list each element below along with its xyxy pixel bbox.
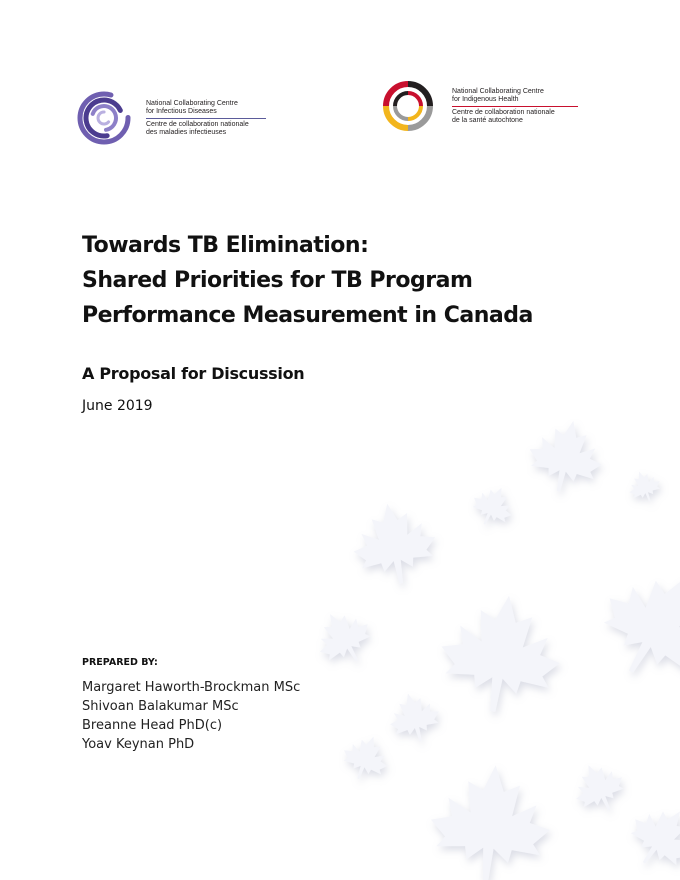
maple-leaf-icon <box>383 687 445 748</box>
title-line-2: Shared Priorities for TB Program <box>82 268 473 293</box>
logo-right-line3: Centre de collaboration nationale <box>452 108 555 116</box>
author-name: Yoav Keynan PhD <box>82 737 195 752</box>
logo-left-line3: Centre de collaboration nationale <box>146 120 249 128</box>
nccih-circle-logo-icon <box>382 80 434 132</box>
logo-right-line4: de la santé autochtone <box>452 116 523 124</box>
maple-leaf-icon <box>618 793 680 880</box>
nccih-logo <box>382 80 578 132</box>
maple-leaf-icon <box>346 496 442 590</box>
author-list <box>82 678 300 754</box>
title-line-1: Towards TB Elimination: <box>82 233 369 258</box>
logo-left-line4: des maladies infectieuses <box>146 128 227 136</box>
nccid-swirl-logo-icon <box>76 90 132 146</box>
maple-leaf-icon <box>434 587 569 720</box>
document-subtitle: A Proposal for Discussion <box>82 364 305 383</box>
prepared-by-label: PREPARED BY: <box>82 657 158 668</box>
author-name: Breanne Head PhD(c) <box>82 718 223 733</box>
maple-leaf-icon <box>337 729 396 787</box>
logo-right-line2: for Indigenous Health <box>452 95 519 103</box>
nccid-logo <box>76 90 266 146</box>
author-name: Shivoan Balakumar MSc <box>82 699 239 714</box>
maple-leaf-icon <box>466 479 521 533</box>
maple-leaf-icon <box>522 413 609 499</box>
maple-leaf-icon <box>306 600 381 674</box>
logo-left-divider <box>146 118 266 119</box>
maple-leaf-icon <box>426 760 555 880</box>
title-line-3: Performance Measurement in Canada <box>82 303 533 328</box>
maple-leaf-icon <box>565 754 632 820</box>
publication-date: June 2019 <box>82 398 153 414</box>
maple-leaf-icon <box>583 550 680 699</box>
logo-right-line1: National Collaborating Centre <box>452 87 544 95</box>
logo-left-line1: National Collaborating Centre <box>146 99 238 107</box>
author-name: Margaret Haworth-Brockman MSc <box>82 680 301 695</box>
document-title <box>82 228 533 333</box>
logo-right-divider <box>452 106 578 107</box>
maple-leaf-icon <box>624 466 665 507</box>
logo-left-line2: for Infectious Diseases <box>146 107 217 115</box>
